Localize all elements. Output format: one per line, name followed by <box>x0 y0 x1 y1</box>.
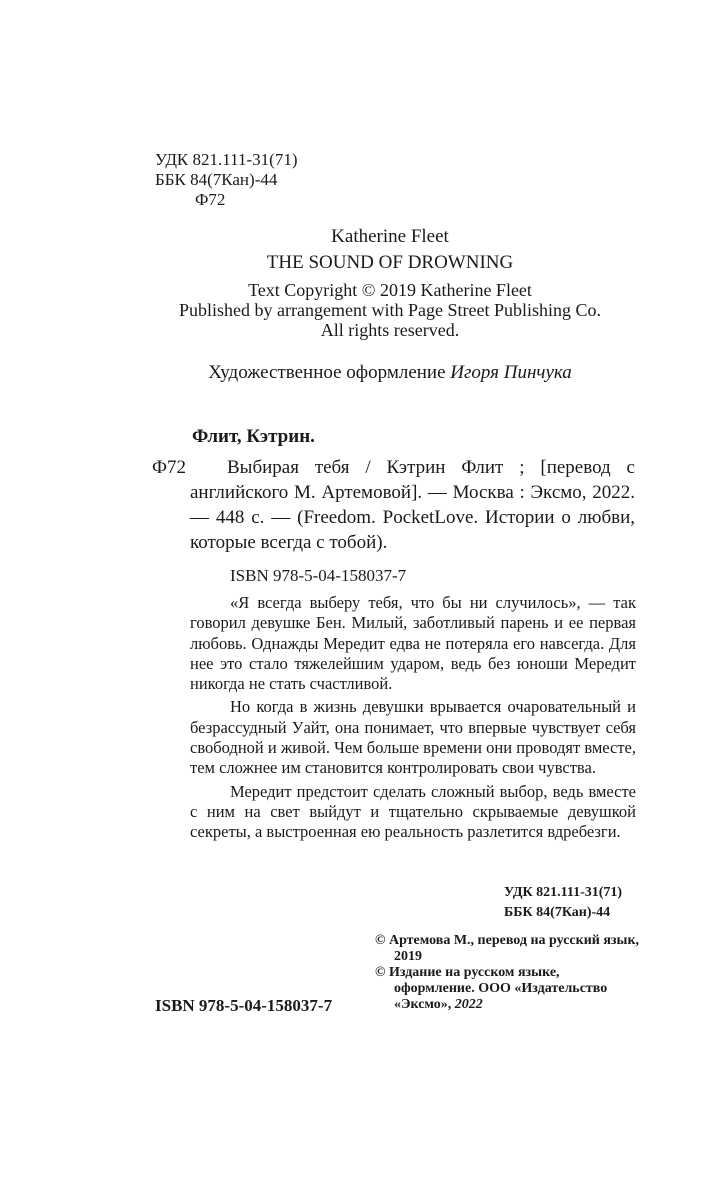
catalog-code: Ф72 <box>152 457 187 478</box>
footer-isbn: ISBN 978-5-04-158037-7 <box>155 996 333 1015</box>
copyright-line-2: Published by arrangement with Page Street Publishing Co. <box>179 300 601 320</box>
footer-udk: УДК 821.111-31(71) <box>504 885 623 900</box>
translation-copyright: © Артемова М., перевод на русский язык, 2019 <box>375 933 640 964</box>
edition-copyright-text: © Издание на русском языке, оформление. ООО «Издательство «Эксмо», <box>375 965 608 1012</box>
original-author: Katherine Fleet <box>331 226 449 247</box>
footer-classification <box>504 883 622 923</box>
art-design-label: Художественное оформление <box>208 362 451 383</box>
udk-code: УДК 821.111-31(71) <box>155 150 298 169</box>
copyright-line-3: All rights reserved. <box>320 320 460 340</box>
bbk-code: ББК 84(7Кан)-44 <box>155 170 278 189</box>
annotation-paragraph-3: Мередит предстоит сделать сложный выбор, ведь вместе с ним на свет выйдут и тщательно скрываемые девушкой секреты, а выстроенная ею реальность разлетится вдребезги. <box>190 781 636 842</box>
edition-year: 2022 <box>454 997 483 1012</box>
annotation-paragraph-1: «Я всегда выберу тебя, что бы ни случилось», — так говорил девушке Бен. Милый, заботливый парень и ее первая любовь. Однажды Мередит едва не потеряла его навсегда. Для нее это стало тяжелейшим ударом, ведь без юноши Мередит никогда не стать счастливой. <box>190 593 636 694</box>
author-code: Ф72 <box>195 190 226 209</box>
footer-copyrights <box>375 933 640 1013</box>
footer-bbk: ББК 84(7Кан)-44 <box>504 905 611 920</box>
annotation <box>190 593 636 843</box>
annotation-paragraph-2: Но когда в жизнь девушки врывается очаровательный и безрассудный Уайт, она понимает, что впервые чувствует себя свободной и живой. Чем больше времени они проводят вместе, тем сложнее им становится контролировать свои чувства. <box>190 697 636 778</box>
art-designer-name: Игоря Пинчука <box>450 362 572 383</box>
copyright-line-1: Text Copyright © 2019 Katherine Fleet <box>248 280 532 300</box>
original-title: THE SOUND OF DROWNING <box>266 252 514 273</box>
art-design-credit <box>100 362 680 384</box>
catalog-description: Выбирая тебя / Кэтрин Флит ; [перевод с английского М. Артемовой]. — Москва : Эксмо, 2022. — 448 с. — (Freedom. PocketLove. Истории о любви, которые всегда с тобой). <box>190 457 635 553</box>
catalog-author-heading: Флит, Кэтрин. <box>192 426 315 447</box>
catalog-isbn: ISBN 978-5-04-158037-7 <box>230 566 407 585</box>
edition-copyright <box>375 965 640 1013</box>
